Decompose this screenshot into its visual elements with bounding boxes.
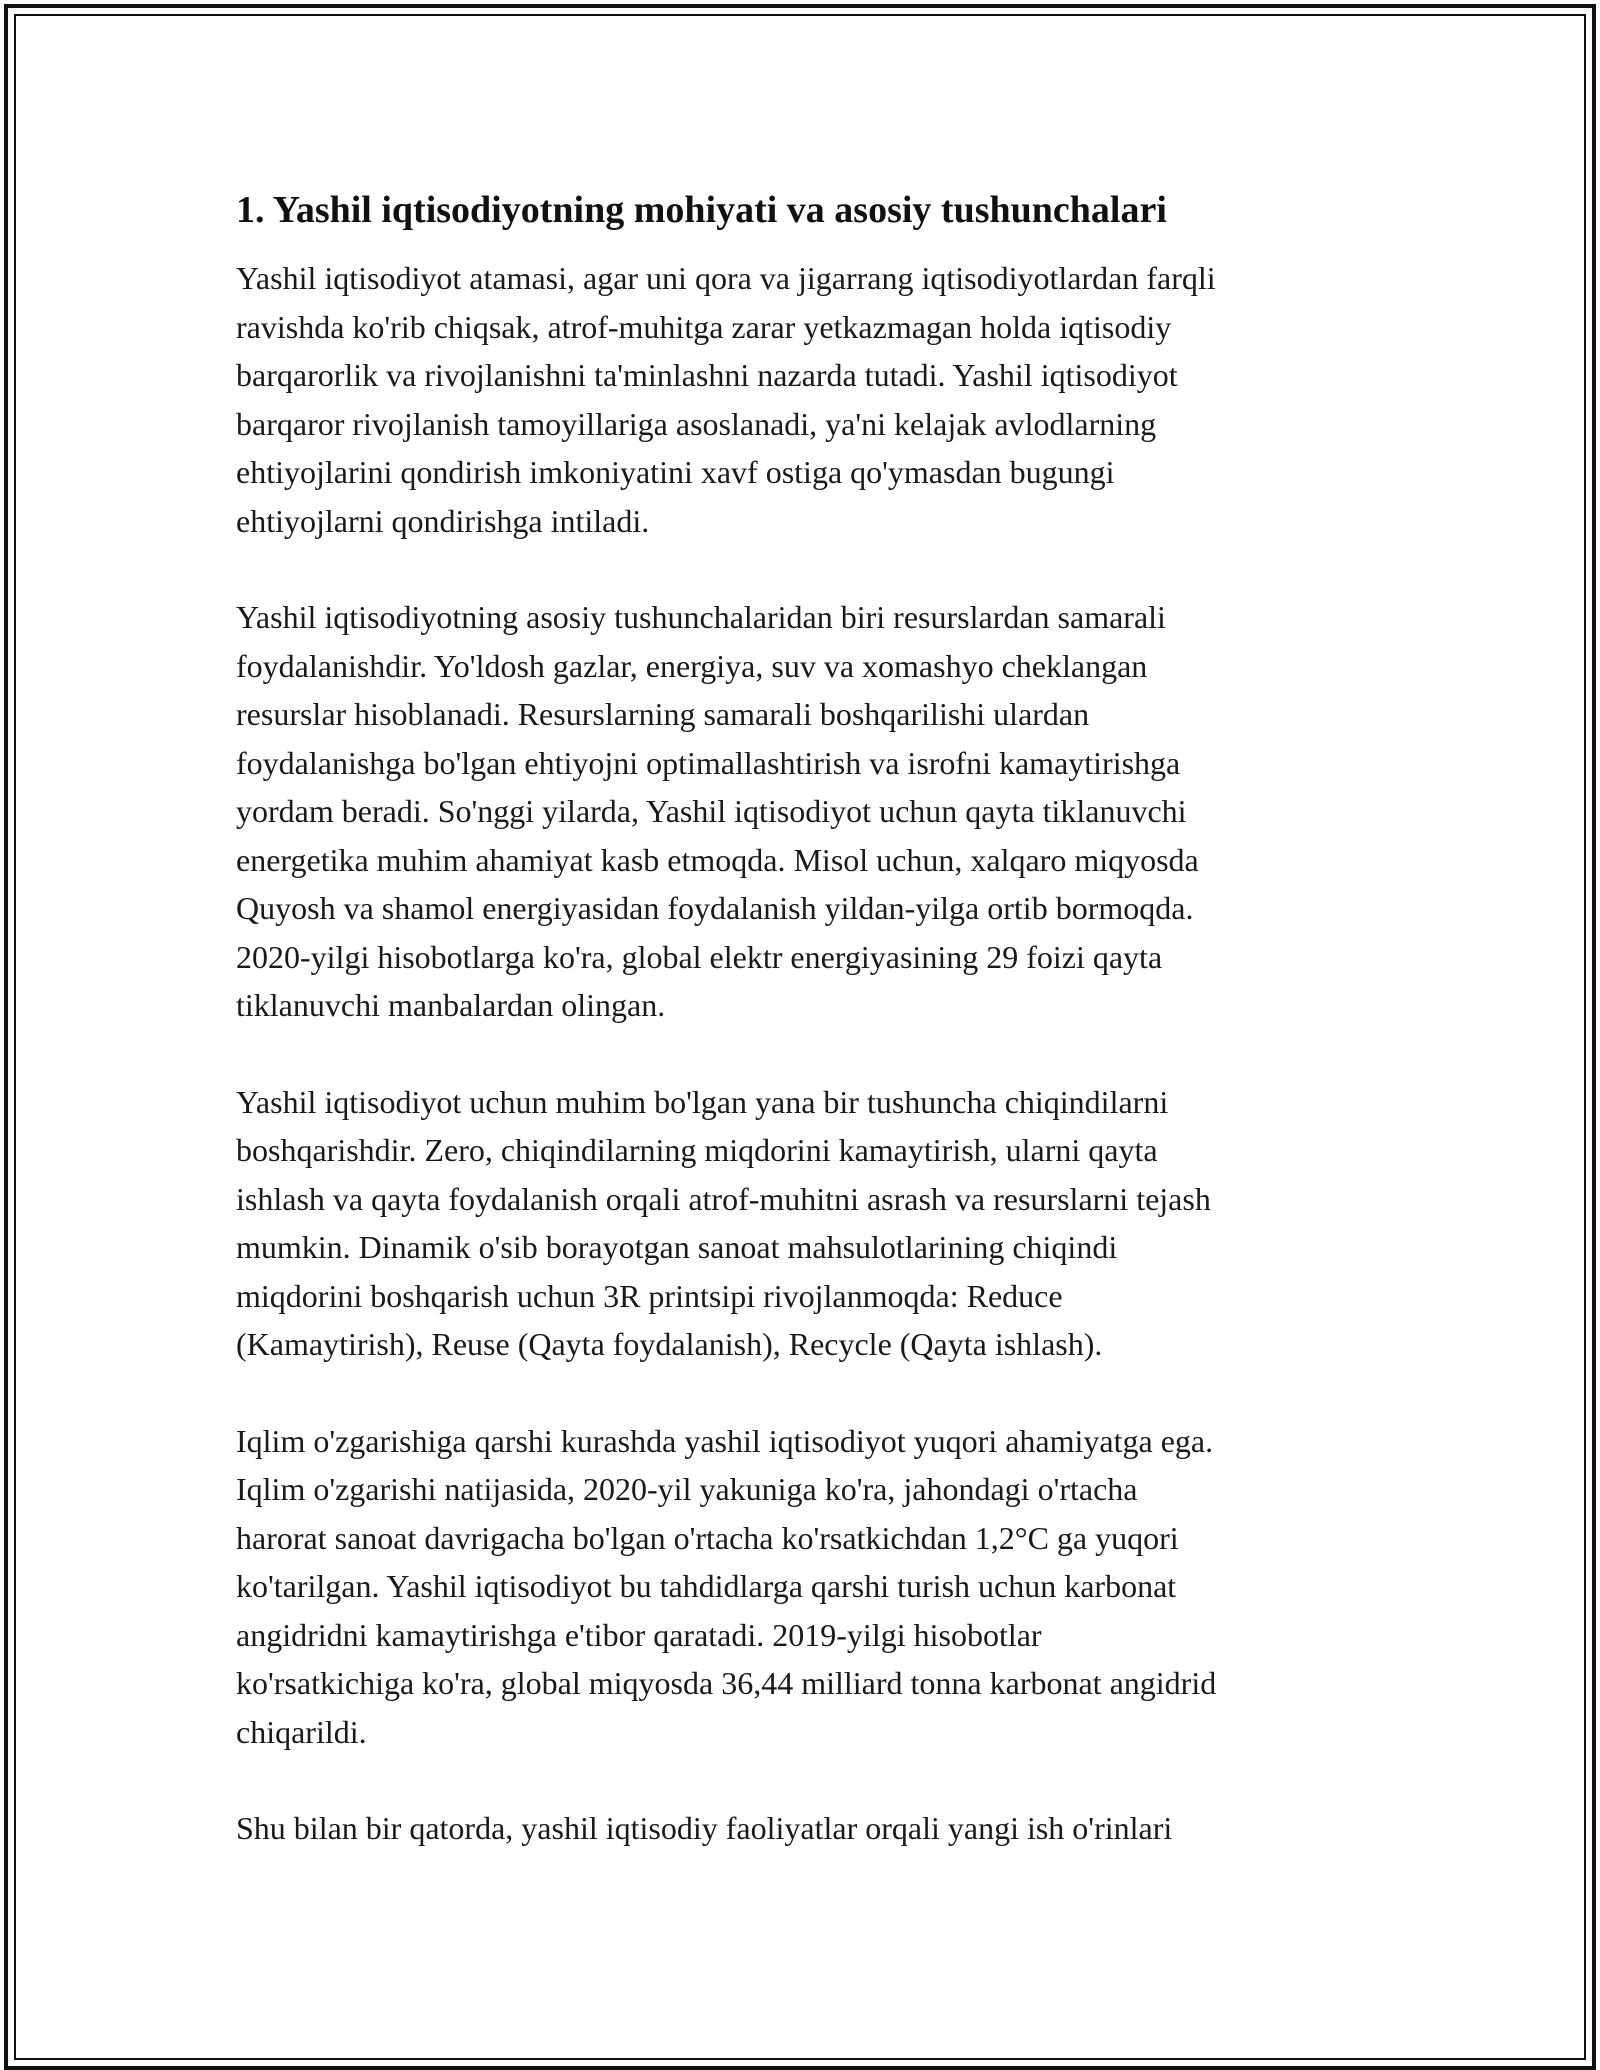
text-line: Yashil iqtisodiyot atamasi, agar uni qora va jigarrang iqtisodiyotlardan farqli <box>236 260 1216 296</box>
document-body <box>236 186 1371 1901</box>
text-line: harorat sanoat davrigacha bo'lgan o'rtacha ko'rsatkichdan 1,2°C ga yuqori <box>236 1519 1179 1556</box>
text-line: (Kamaytirish), Reuse (Qayta foydalanish), Recycle (Qayta ishlash). <box>236 1326 1103 1362</box>
text-line: foydalanishga bo'lgan ehtiyojni optimallashtirish va isrofni kamaytirishga <box>236 744 1181 781</box>
text-line: Yashil iqtisodiyot uchun muhim bo'lgan yana bir tushuncha chiqindilarni <box>236 1083 1169 1120</box>
text-line: tiklanuvchi manbalardan olingan. <box>236 987 666 1023</box>
text-line: Shu bilan bir qatorda, yashil iqtisodiy faoliyatlar orqali yangi ish o'rinlari <box>236 1810 1173 1846</box>
text-line: Iqlim o'zgarishi natijasida, 2020-yil yakuniga ko'ra, jahondagi o'rtacha <box>236 1471 1138 1507</box>
paragraph-definition <box>236 254 1371 545</box>
text-line: resurslar hisoblanadi. Resurslarning samarali boshqarilishi ulardan <box>236 696 1090 732</box>
text-line: yordam beradi. So'nggi yilarda, Yashil iqtisodiyot uchun qayta tiklanuvchi <box>236 793 1187 829</box>
text-line: 2020-yilgi hisobotlarga ko'ra, global elektr energiyasining 29 foizi qayta <box>236 938 1163 975</box>
paragraph-resources <box>236 593 1371 1030</box>
text-line: Iqlim o'zgarishiga qarshi kurashda yashil iqtisodiyot yuqori ahamiyatga ega. <box>236 1422 1214 1459</box>
text-line: Quyosh va shamol energiyasidan foydalanish yildan-yilga ortib bormoqda. <box>236 890 1194 926</box>
text-line: chiqarildi. <box>236 1713 367 1750</box>
text-line: barqarorlik va rivojlanishni ta'minlashni nazarda tutadi. Yashil iqtisodiyot <box>236 357 1178 393</box>
text-line: barqaror rivojlanish tamoyillariga asoslanadi, ya'ni kelajak avlodlarning <box>236 405 1157 442</box>
text-line: ishlash va qayta foydalanish orqali atrof-muhitni asrash va resurslarni tejash <box>236 1180 1211 1217</box>
text-line: ko'rsatkichiga ko'ra, global miqyosda 36,44 milliard tonna karbonat angidrid <box>236 1665 1217 1701</box>
text-line: ehtiyojlarni qondirishga intiladi. <box>236 502 650 539</box>
text-line: foydalanishdir. Yo'ldosh gazlar, energiya, suv va xomashyo cheklangan <box>236 647 1148 684</box>
text-line: ehtiyojlarini qondirish imkoniyatini xavf ostiga qo'ymasdan bugungi <box>236 454 1115 490</box>
text-line: ravishda ko'rib chiqsak, atrof-muhitga zarar yetkazmagan holda iqtisodiy <box>236 308 1172 345</box>
text-line: angidridni kamaytirishga e'tibor qaratadi. 2019-yilgi hisobotlar <box>236 1616 1042 1653</box>
text-line: mumkin. Dinamik o'sib borayotgan sanoat mahsulotlarining chiqindi <box>236 1229 1118 1265</box>
text-line: boshqarishdir. Zero, chiqindilarning miqdorini kamaytirish, ularni qayta <box>236 1132 1158 1168</box>
paragraph-waste <box>236 1078 1371 1369</box>
paragraph-jobs <box>236 1804 1371 1853</box>
text-line: energetika muhim ahamiyat kasb etmoqda. Misol uchun, xalqaro miqyosda <box>236 841 1199 878</box>
text-line: ko'tarilgan. Yashil iqtisodiyot bu tahdidlarga qarshi turish uchun karbonat <box>236 1568 1177 1604</box>
section-heading: 1. Yashil iqtisodiyotning mohiyati va asosiy tushunchalari <box>236 189 1167 231</box>
text-line: miqdorini boshqarish uchun 3R printsipi rivojlanmoqda: Reduce <box>236 1277 1063 1314</box>
text-line: Yashil iqtisodiyotning asosiy tushunchalaridan biri resurslardan samarali <box>236 599 1166 635</box>
paragraph-climate <box>236 1417 1371 1757</box>
